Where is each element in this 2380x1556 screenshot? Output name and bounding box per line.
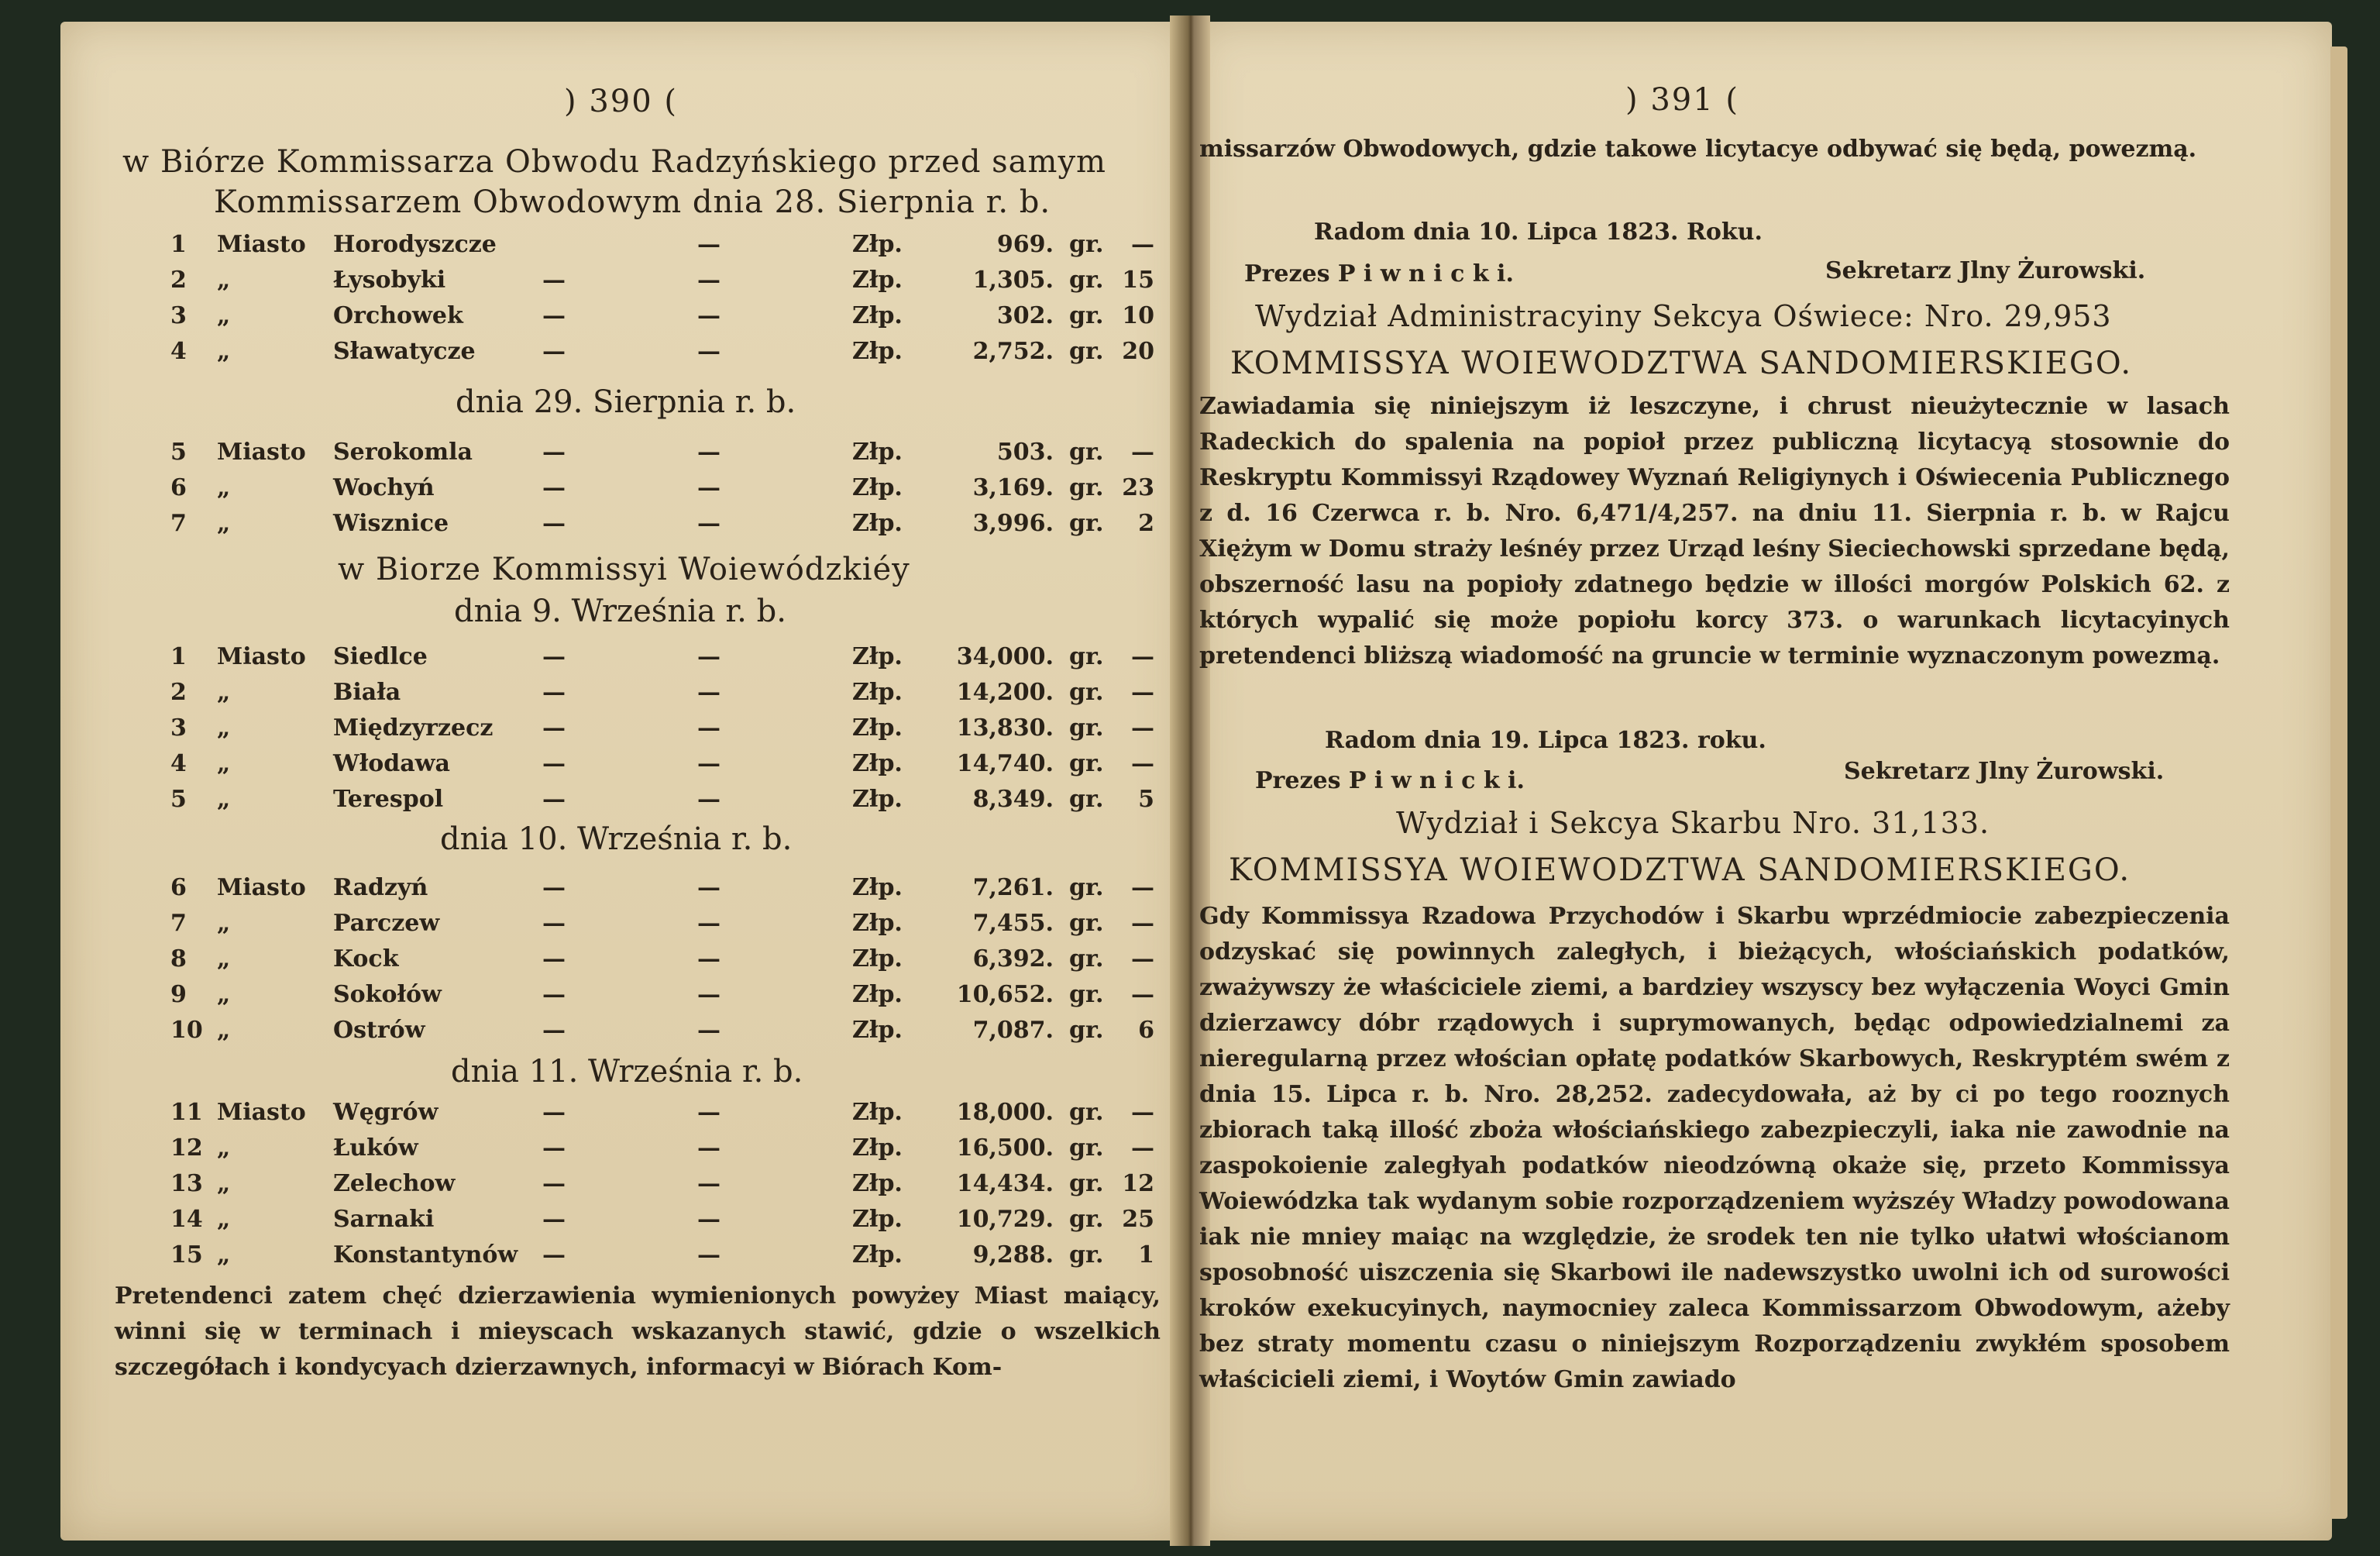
commission-heading-1: KOMMISSYA WOIEWODZTWA SANDOMIERSKIEGO. [1230,346,2133,381]
cell-gr: gr. [1069,1170,1104,1197]
cell-zl: Złp. [852,1099,903,1126]
cell-zl: Złp. [852,945,903,972]
cell-d2: — [697,910,721,937]
cell-zl: Złp. [852,910,903,937]
cell-d2: — [697,1206,721,1233]
cell-d1: — [542,714,566,742]
cell-gr: gr. [1069,910,1104,937]
cell-grv: 10 [1122,302,1154,329]
page-number-left: ) 390 ( [564,84,678,119]
cell-num: 3 [170,714,187,742]
cell-d2: — [697,338,721,365]
cell-amt: 3,169. [972,474,1054,501]
cell-d2: — [697,714,721,742]
cell-grv: 12 [1122,1170,1154,1197]
cell-num: 10 [170,1017,203,1044]
cell-d2: — [697,1017,721,1044]
cell-grv: — [1131,439,1154,466]
cell-gr: gr. [1069,302,1104,329]
cell-d1: — [542,510,566,537]
cell-amt: 6,392. [972,945,1054,972]
cell-gr: gr. [1069,874,1104,901]
cell-gr: gr. [1069,510,1104,537]
page-edge [2330,46,2347,1519]
cell-name: Biała [333,679,401,706]
cell-name: Konstantynów [333,1241,518,1269]
cell-gr: gr. [1069,1134,1104,1162]
cell-gr: gr. [1069,643,1104,670]
cell-zl: Złp. [852,474,903,501]
cell-d2: — [697,643,721,670]
cell-zl: Złp. [852,1241,903,1269]
commission-heading-2: KOMMISSYA WOIEWODZTWA SANDOMIERSKIEGO. [1229,852,2131,888]
secretary-signature-2: Sekretarz Jlny Żurowski. [1844,758,2165,785]
cell-name: Parczew [333,910,440,937]
office-heading-1: Wydział Administracyiny Sekcya Oświece: Nro. 29,953 [1255,299,2112,333]
cell-num: 1 [170,643,187,670]
cell-num: 4 [170,338,187,365]
cell-num: 6 [170,874,187,901]
cell-kind: „ [217,338,231,365]
cell-amt: 2,752. [972,338,1054,365]
cell-d2: — [697,1134,721,1162]
cell-name: Horodyszcze [333,231,497,258]
cell-zl: Złp. [852,338,903,365]
cell-d1: — [542,786,566,813]
cell-zl: Złp. [852,1206,903,1233]
cell-num: 14 [170,1206,203,1233]
cell-kind: Miasto [217,643,306,670]
cell-d2: — [697,231,721,258]
cell-kind: „ [217,1206,231,1233]
date-line-19-july: Radom dnia 19. Lipca 1823. roku. [1325,727,1766,754]
cell-d1: — [542,679,566,706]
cell-amt: 969. [996,231,1054,258]
cell-d2: — [697,1241,721,1269]
cell-d2: — [697,510,721,537]
cell-d1: — [542,750,566,777]
cell-grv: 1 [1138,1241,1154,1269]
cell-grv: — [1131,679,1154,706]
cell-d2: — [697,874,721,901]
cell-num: 7 [170,910,187,937]
cell-grv: — [1131,910,1154,937]
cell-kind: „ [217,679,231,706]
cell-name: Sławatycze [333,338,476,365]
cell-gr: gr. [1069,679,1104,706]
cell-num: 11 [170,1099,203,1126]
notice-text-2: Gdy Kommissya Rzadowa Przychodów i Skarbu wprzédmiocie zabezpieczenia odzyskać się powinnych zaległych, i bieżących, włościańskich podatków, zważywszy że właściciele ziemi, a bardziey wszyscy bez wyłączenia Woyci Gmin dzierzawcy dóbr rządowych i suprymowanych, będąc odpowiedzialnemi za nieregularną przez włościan opłatę podatków Skarbowych, Reskryptém swém z dnia 15. Lipca r. b. Nro. 28,252. zadecydowała, aż by ci po tego rooznych zbiorach taką illość zboża włościańskiego zabezpieczyli, iaka nie zawodnie na zaspokoienie zaległyah podatków nieodzówną okaże się, przeto Kommissya Woiewódzka tak wydanym sobie rozporządzeniem wyższéy Władzy powodowana iak nie mniey maiąc na względzie, że srodek ten nie tylko ułatwi włościanom sposobność uiszczenia się Skarbowi ile nadewszystko uwolni ich od surowości kroków exekucyinych, naymocniey zaleca Kommissarzom Obwodowym, ażeby bez straty momentu czasu o niniejszym Rozporządzeniu zwykłém sposobem właścicieli ziemi, i Woytów Gmin zawiado [1199,903,2230,1393]
page-number-right: ) 391 ( [1625,82,1739,118]
cell-zl: Złp. [852,981,903,1008]
cell-num: 2 [170,679,187,706]
president-signature-1: Prezes P i w n i c k i. [1244,260,1514,287]
cell-name: Terespol [333,786,444,813]
cell-zl: Złp. [852,786,903,813]
cell-gr: gr. [1069,981,1104,1008]
cell-gr: gr. [1069,338,1104,365]
cell-name: Zelechow [333,1170,456,1197]
cell-num: 1 [170,231,187,258]
cell-grv: — [1131,981,1154,1008]
cell-d1: — [542,1099,566,1126]
cell-amt: 7,087. [972,1017,1054,1044]
cell-name: Wisznice [333,510,449,537]
cell-d1: — [542,439,566,466]
cell-amt: 14,740. [956,750,1054,777]
cell-grv: — [1131,874,1154,901]
cell-kind: „ [217,981,231,1008]
date-11-sep: dnia 11. Września r. b. [451,1054,803,1090]
closing-paragraph-left [115,1279,1161,1386]
continuation-paragraph: missarzów Obwodowych, gdzie takowe licytacye odbywać się będą, powezmą. [1199,136,2197,163]
cell-name: Łuków [333,1134,418,1162]
cell-grv: — [1131,750,1154,777]
heading-date-28-aug: Kommissarzem Obwodowym dnia 28. Sierpnia r. b. [214,184,1051,220]
cell-grv: 6 [1138,1017,1154,1044]
cell-grv: — [1131,1134,1154,1162]
cell-grv: 23 [1122,474,1154,501]
cell-d1: — [542,910,566,937]
cell-gr: gr. [1069,714,1104,742]
cell-num: 15 [170,1241,203,1269]
cell-gr: gr. [1069,474,1104,501]
cell-kind: Miasto [217,439,306,466]
cell-zl: Złp. [852,874,903,901]
cell-d2: — [697,786,721,813]
cell-num: 8 [170,945,187,972]
cell-kind: „ [217,302,231,329]
cell-d1: — [542,1241,566,1269]
cell-kind: „ [217,910,231,937]
cell-name: Międzyrzecz [333,714,494,742]
cell-d1: — [542,474,566,501]
cell-gr: gr. [1069,786,1104,813]
cell-amt: 16,500. [956,1134,1054,1162]
cell-grv: — [1131,945,1154,972]
cell-zl: Złp. [852,1017,903,1044]
cell-kind: „ [217,267,231,294]
cell-name: Radzyń [333,874,428,901]
cell-zl: Złp. [852,1134,903,1162]
cell-num: 5 [170,439,187,466]
cell-d1: — [542,1170,566,1197]
cell-zl: Złp. [852,439,903,466]
cell-gr: gr. [1069,1206,1104,1233]
cell-d2: — [697,302,721,329]
cell-num: 2 [170,267,187,294]
cell-amt: 14,200. [956,679,1054,706]
cell-name: Siedlce [333,643,428,670]
cell-name: Łysobyki [333,267,446,294]
cell-d1: — [542,338,566,365]
cell-kind: „ [217,474,231,501]
cell-num: 12 [170,1134,203,1162]
cell-num: 6 [170,474,187,501]
cell-name: Wochyń [333,474,435,501]
cell-amt: 7,261. [972,874,1054,901]
cell-num: 4 [170,750,187,777]
cell-kind: „ [217,1017,231,1044]
cell-grv: 25 [1122,1206,1154,1233]
cell-grv: 20 [1122,338,1154,365]
cell-kind: Miasto [217,231,306,258]
cell-d1: — [542,981,566,1008]
cell-amt: 34,000. [956,643,1054,670]
cell-kind: „ [217,714,231,742]
cell-amt: 9,288. [972,1241,1054,1269]
cell-d1: — [542,1017,566,1044]
cell-amt: 10,729. [956,1206,1054,1233]
cell-zl: Złp. [852,714,903,742]
date-10-sep: dnia 10. Września r. b. [440,821,793,857]
cell-num: 9 [170,981,187,1008]
cell-kind: „ [217,1170,231,1197]
cell-d1: — [542,643,566,670]
cell-kind: „ [217,945,231,972]
cell-amt: 8,349. [972,786,1054,813]
cell-d2: — [697,474,721,501]
cell-grv: — [1131,714,1154,742]
cell-zl: Złp. [852,231,903,258]
cell-name: Kock [333,945,399,972]
heading-biuro-woiewodzkie: w Biorze Kommissyi Woiewódzkiéy [338,552,910,587]
office-heading-2: Wydział i Sekcya Skarbu Nro. 31,133. [1396,806,1990,840]
cell-d2: — [697,267,721,294]
cell-amt: 7,455. [972,910,1054,937]
cell-name: Węgrów [333,1099,439,1126]
cell-d1: — [542,302,566,329]
cell-name: Sokołów [333,981,442,1008]
cell-amt: 302. [996,302,1054,329]
cell-gr: gr. [1069,267,1104,294]
cell-d2: — [697,981,721,1008]
cell-d1: — [542,267,566,294]
cell-zl: Złp. [852,267,903,294]
cell-grv: 15 [1122,267,1154,294]
cell-amt: 14,434. [956,1170,1054,1197]
cell-kind: Miasto [217,1099,306,1126]
cell-gr: gr. [1069,750,1104,777]
cell-num: 5 [170,786,187,813]
cell-num: 7 [170,510,187,537]
cell-kind: „ [217,1134,231,1162]
cell-amt: 13,830. [956,714,1054,742]
closing-text: Pretendenci zatem chęć dzierzawienia wymienionych powyżey Miast maiący, winni się w terminach i mieyscach wskazanych stawić, gdzie o wszelkich szczegółach i kondycyach dzierzawnych, informacyi w Biórach Kom- [115,1282,1161,1381]
cell-kind: „ [217,510,231,537]
cell-amt: 503. [996,439,1054,466]
cell-gr: gr. [1069,1017,1104,1044]
cell-amt: 1,305. [972,267,1054,294]
continuation-text [1199,132,2222,167]
cell-zl: Złp. [852,1170,903,1197]
cell-zl: Złp. [852,750,903,777]
notice-text-1: Zawiadamia się niniejszym iż leszczyne, i chrust nieużytecznie w lasach Radeckich do spalenia na popioł przez publiczną licytacyą stosownie do Reskryptu Kommissyi Rządowey Wyznań Religiynych i Oświecenia Publicznego z d. 16 Czerwca r. b. Nro. 6,471/4,257. na dniu 11. Sierpnia r. b. w Rajcu Xiężym w Domu straży leśnéy przez Urząd leśny Sieciechowski sprzedane będą, obszerność lasu na popioły zdatnego będzie w illości morgów Polskich 62. z których wypalić się może popiołu korcy 373. o warunkach licytacyinych pretendenci bliższą wiadomość na gruncie w terminie wyznaczonym powezmą. [1199,393,2230,670]
cell-grv: 2 [1138,510,1154,537]
cell-d2: — [697,1099,721,1126]
cell-d2: — [697,945,721,972]
date-9-sep: dnia 9. Września r. b. [454,594,786,629]
date-line-10-july: Radom dnia 10. Lipca 1823. Roku. [1314,219,1763,246]
cell-gr: gr. [1069,231,1104,258]
notice-paragraph-1 [1199,389,2230,674]
cell-name: Orchowek [333,302,463,329]
secretary-signature-1: Sekretarz Jlny Żurowski. [1825,257,2146,284]
cell-kind: „ [217,750,231,777]
cell-d1: — [542,945,566,972]
president-signature-2: Prezes P i w n i c k i. [1255,767,1525,794]
heading-biuro-radzyn: w Biórze Kommissarza Obwodu Radzyńskiego przed samym [122,144,1106,180]
cell-name: Serokomla [333,439,473,466]
cell-name: Włodawa [333,750,450,777]
cell-d2: — [697,750,721,777]
cell-grv: — [1131,643,1154,670]
cell-d1: — [542,874,566,901]
cell-grv: — [1131,231,1154,258]
cell-zl: Złp. [852,510,903,537]
cell-amt: 3,996. [972,510,1054,537]
cell-amt: 10,652. [956,981,1054,1008]
cell-zl: Złp. [852,302,903,329]
cell-d1: — [542,1134,566,1162]
cell-num: 13 [170,1170,203,1197]
cell-zl: Złp. [852,643,903,670]
cell-kind: „ [217,1241,231,1269]
cell-d2: — [697,1170,721,1197]
cell-grv: — [1131,1099,1154,1126]
cell-gr: gr. [1069,945,1104,972]
cell-kind: Miasto [217,874,306,901]
cell-d2: — [697,439,721,466]
cell-gr: gr. [1069,1099,1104,1126]
cell-gr: gr. [1069,439,1104,466]
date-29-aug: dnia 29. Sierpnia r. b. [456,384,796,420]
notice-paragraph-2 [1199,899,2230,1398]
cell-name: Ostrów [333,1017,425,1044]
cell-zl: Złp. [852,679,903,706]
cell-d1: — [542,1206,566,1233]
cell-num: 3 [170,302,187,329]
cell-amt: 18,000. [956,1099,1054,1126]
cell-gr: gr. [1069,1241,1104,1269]
cell-kind: „ [217,786,231,813]
cell-d2: — [697,679,721,706]
cell-name: Sarnaki [333,1206,435,1233]
cell-grv: 5 [1138,786,1154,813]
